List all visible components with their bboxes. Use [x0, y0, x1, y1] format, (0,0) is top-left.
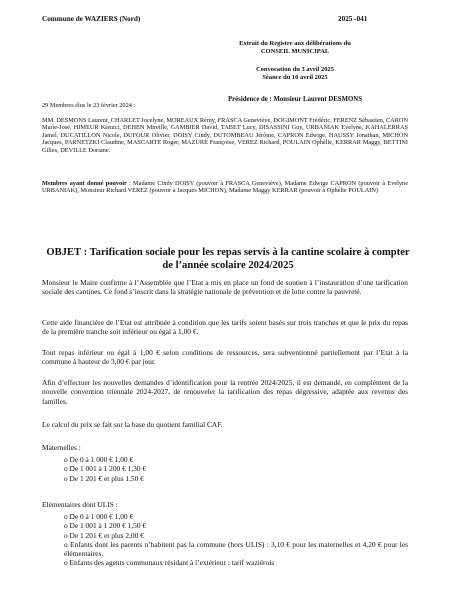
proxy-label: Membres ayant donné pouvoir [42, 180, 127, 187]
extract-title [215, 40, 375, 55]
extract-line-2: CONSEIL MUNICIPAL [260, 47, 330, 55]
elementaires-list [64, 512, 408, 568]
session-dates [215, 66, 375, 81]
list-item: o Enfants dont les parents n’habitent pas la commune (hors ULIS) : 3,10 € pour les maternelles et 4,20 € pour les élémentaires. [64, 539, 408, 559]
list-item: o Enfants des agents communaux résidant à l’extérieur : tarif waziérois [64, 558, 275, 568]
seance-date: Séance du 10 avril 2025 [262, 73, 328, 81]
proxy-members [42, 180, 408, 195]
members-elected: 29 Membres élus le 23 février 2024 : [42, 102, 136, 109]
members-list: MM. DESMONS Laurent, CHARLET Jocelyne, MOREAUX Rémy, FRASCA Geneviève, DOGIMONT Frédéric, FERENZ Sébastien, CARON Marie-José, HIMEUR Kémici, DEHEN Mireille, GAMBIER David, TABET Lucy, DISASSINI Guy, URBANIAK Evelyne, KAHALERRAS Jamel, DUCATILLON Nicole, DUFOUR Olivier, DOISY Cindy, DUTOMBEAU Jérôme, CAPRON Edwige, HAUSSY Jonathan, MICHON Jacques, PARNETZKI Claudine, MASCARTE Roger, MAZURE Françoise, VEREZ Richard, POULAIN Ophélie, KERRAR Maggy, BETTINI Gilles, DEVILLE Doriane. [42, 117, 408, 154]
list-item: o De 0 à 1 000 € 1,00 € [64, 512, 134, 521]
list-item: o De 1 201 € et plus 2,00 € [64, 530, 144, 540]
paragraph-2 [42, 318, 408, 337]
list-item: o De 1 201 € et plus 1,50 € [64, 473, 144, 483]
elementaires-title: Elémentaires dont ULIS : [42, 500, 118, 509]
deliberation-number: 2025 -041 [338, 15, 368, 23]
commune-header: Commune de WAZIERS (Nord) [42, 15, 141, 23]
paragraph-4 [42, 378, 408, 406]
paragraph-text: Afin d’effectuer les nouvelles demandes d’identification pour la rentrée 2024/2025, il est demandé, en complément de la nouvelle convention triennale 2024-2027, de renouveler la tarification des repas dégressive, adaptée aux revenus des familles. [42, 378, 408, 406]
proxy-text: : Madame Cindy DOISY (pouvoir à FRASCA Geneviève), Madame Edwige CAPRON (pouvoir à Evelyne URBANIAK), Monsieur Richard VEREZ (pouvoir à Jacques MICHON), Madame Maggy KERRAR (pouvoir à Ophélie POULAIN) [42, 180, 408, 195]
paragraph-3 [42, 348, 408, 367]
paragraph-1 [42, 278, 408, 297]
paragraph-5 [42, 420, 408, 429]
presidence: Présidence de : Monsieur Laurent DESMONS [228, 96, 362, 103]
paragraph-text: Cette aide financière de l’Etat est attribuée à condition que les tarifs soient basés sur trois tranches et que le prix du repas de la première tranche soit inférieur ou égal à 1,00 €. [42, 318, 408, 337]
maternelles-title: Maternelles : [42, 443, 81, 452]
list-item: o De 1 001 à 1 200 € 1,30 € [64, 464, 147, 474]
paragraph-text: Monsieur le Maire confirme à l’Assemblée que l’Etat a mis en place un fond de soutien à l’instauration d’une tarification sociale des cantines. Ce fond s’inscrit dans la stratégie nationale de prévention et de lutte contre la pauvreté. [42, 278, 408, 297]
paragraph-text: Le calcul du prix se fait sur la base du quotient familial CAF. [42, 420, 223, 429]
convocation-date: Convocation du 3 avril 2025 [255, 66, 334, 73]
paragraph-text: Tout repas inférieur ou égal à 1,00 € selon conditions de ressources, sera subventionné partiellement par l’Etat à la commune à hauteur de 3,00 € par jour. [42, 348, 408, 367]
maternelles-list [64, 455, 408, 483]
extract-line-1: Extrait du Registre aux délibérations du [239, 40, 351, 47]
list-item: o De 0 à 1 000 € 1,00 € [64, 455, 134, 464]
list-item: o De 1 001 à 1 200 € 1,50 € [64, 521, 147, 531]
objet-title: OBJET : Tarification sociale pour les repas servis à la cantine scolaire à compter de l’année scolaire 2024/2025 [46, 247, 410, 271]
